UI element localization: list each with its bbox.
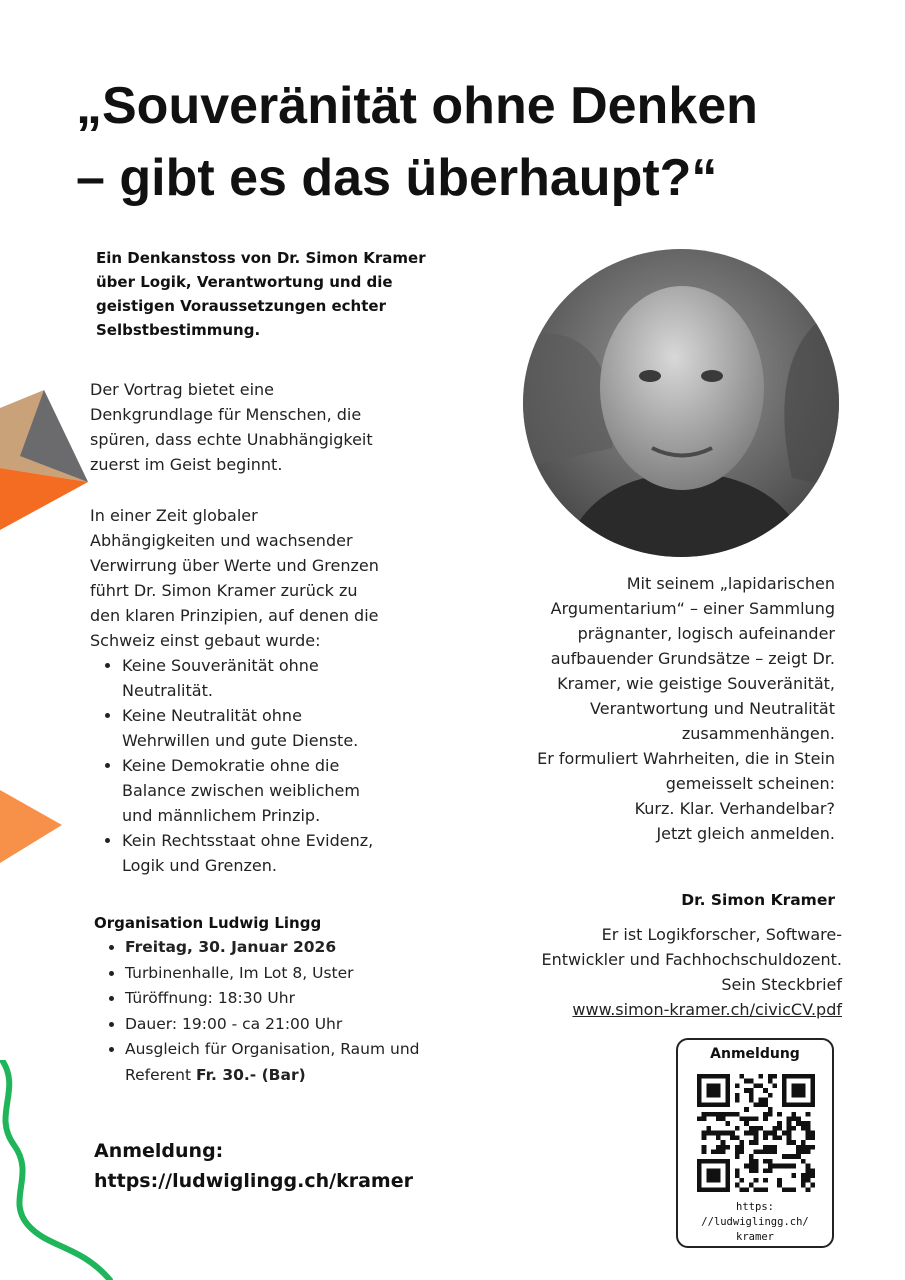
intro-line: spüren, dass echte Unabhängigkeit	[90, 430, 373, 449]
event-fee	[125, 1037, 474, 1088]
context-line: In einer Zeit globaler	[90, 506, 258, 525]
headline-line-2: – gibt es das überhaupt?“	[76, 149, 718, 207]
argumentarium-line: Jetzt gleich anmelden.	[656, 824, 835, 843]
speaker-info-line: Er ist Logikforscher, Software-	[601, 925, 842, 944]
argumentarium-line: Kramer, wie geistige Souveränität,	[557, 674, 835, 693]
qr-registration-card	[676, 1038, 834, 1248]
intro-line: Denkgrundlage für Menschen, die	[90, 405, 362, 424]
fee-prefix: Referent	[125, 1065, 196, 1084]
registration-label: Anmeldung:	[94, 1140, 224, 1162]
qr-url	[678, 1200, 832, 1245]
principle-text: • Kein Rechtsstaat ohne Evidenz,	[122, 831, 374, 850]
speaker-name: Dr. Simon Kramer	[681, 891, 835, 909]
argumentarium-line: Argumentarium“ – einer Sammlung	[550, 599, 835, 618]
argumentarium-line: Kurz. Klar. Verhandelbar?	[634, 799, 835, 818]
list-item	[122, 753, 420, 828]
fee-line: • Ausgleich für Organisation, Raum und	[125, 1040, 420, 1058]
principles-list	[90, 653, 420, 878]
context-line: Verwirrung über Werte und Grenzen	[90, 556, 379, 575]
intro-line: Der Vortrag bietet eine	[90, 380, 274, 399]
event-venue: • Turbinenhalle, Im Lot 8, Uster	[125, 961, 474, 987]
context-line: Abhängigkeiten und wachsender	[90, 531, 353, 550]
headline	[76, 70, 876, 214]
event-date-text: Freitag, 30. Januar 2026	[125, 938, 337, 956]
argumentarium-line: aufbauender Grundsätze – zeigt Dr.	[550, 649, 835, 668]
lead-line: über Logik, Verantwortung und die	[96, 273, 393, 291]
argumentarium-line: zusammenhängen.	[681, 724, 835, 743]
principle-text: und männlichem Prinzip.	[122, 806, 321, 825]
event-doors: • Türöffnung: 18:30 Uhr	[125, 986, 474, 1012]
argumentarium-line: Er formuliert Wahrheiten, die in Stein	[537, 749, 835, 768]
decorative-orange-triangle	[0, 785, 70, 870]
speaker-info-line: Sein Steckbrief	[721, 975, 842, 994]
argumentarium-line: gemeisselt scheinen:	[665, 774, 835, 793]
speaker-info	[500, 922, 842, 1022]
list-item	[122, 653, 420, 703]
speaker-cv-link[interactable]: www.simon-kramer.ch/civicCV.pdf	[572, 1000, 842, 1019]
principle-text: • Keine Neutralität ohne	[122, 706, 302, 725]
principle-text: • Keine Souveränität ohne	[122, 656, 319, 675]
qr-label: Anmeldung	[710, 1046, 800, 1062]
context-line: führt Dr. Simon Kramer zurück zu	[90, 581, 358, 600]
list-item	[122, 703, 420, 753]
principle-text: Balance zwischen weiblichem	[122, 781, 360, 800]
registration-block	[94, 1136, 413, 1196]
event-date	[125, 935, 474, 961]
decorative-triangle-left	[0, 390, 95, 540]
list-item	[122, 828, 420, 878]
lead-line: Selbstbestimmung.	[96, 321, 261, 339]
intro-line: zuerst im Geist beginnt.	[90, 455, 283, 474]
context-line: den klaren Prinzipien, auf denen die	[90, 606, 379, 625]
qr-code[interactable]	[697, 1074, 815, 1192]
speaker-portrait	[522, 248, 840, 558]
registration-link[interactable]: https://ludwiglingg.ch/kramer	[94, 1170, 413, 1192]
organisation-title: Organisation Ludwig Lingg	[94, 914, 322, 932]
speaker-info-line: Entwickler und Fachhochschuldozent.	[541, 950, 842, 969]
event-duration: • Dauer: 19:00 - ca 21:00 Uhr	[125, 1012, 474, 1038]
intro-paragraph	[90, 377, 430, 477]
context-line: Schweiz einst gebaut wurde:	[90, 631, 321, 650]
argumentarium-line: Verantwortung und Neutralität	[590, 699, 835, 718]
principle-text: Neutralität.	[122, 681, 213, 700]
context-paragraph	[90, 503, 430, 653]
qr-url-line: kramer	[736, 1231, 774, 1243]
principle-text: Logik und Grenzen.	[122, 856, 277, 875]
headline-line-1: „Souveränität ohne Denken	[76, 77, 758, 135]
qr-url-line: https:	[736, 1201, 774, 1213]
argumentarium-line: prägnanter, logisch aufeinander	[577, 624, 835, 643]
lead-line: Ein Denkanstoss von Dr. Simon Kramer	[96, 249, 426, 267]
event-details	[94, 935, 474, 1088]
lead-line: geistigen Voraussetzungen echter	[96, 297, 386, 315]
argumentarium-line: Mit seinem „lapidarischen	[626, 574, 835, 593]
lead-text	[96, 246, 466, 342]
fee-amount: Fr. 30.- (Bar)	[196, 1065, 306, 1084]
qr-url-line: //ludwiglingg.ch/	[701, 1216, 809, 1228]
principle-text: • Keine Demokratie ohne die	[122, 756, 340, 775]
fee-line	[125, 1063, 474, 1089]
principle-text: Wehrwillen und gute Dienste.	[122, 731, 359, 750]
argumentarium-text	[495, 571, 835, 846]
